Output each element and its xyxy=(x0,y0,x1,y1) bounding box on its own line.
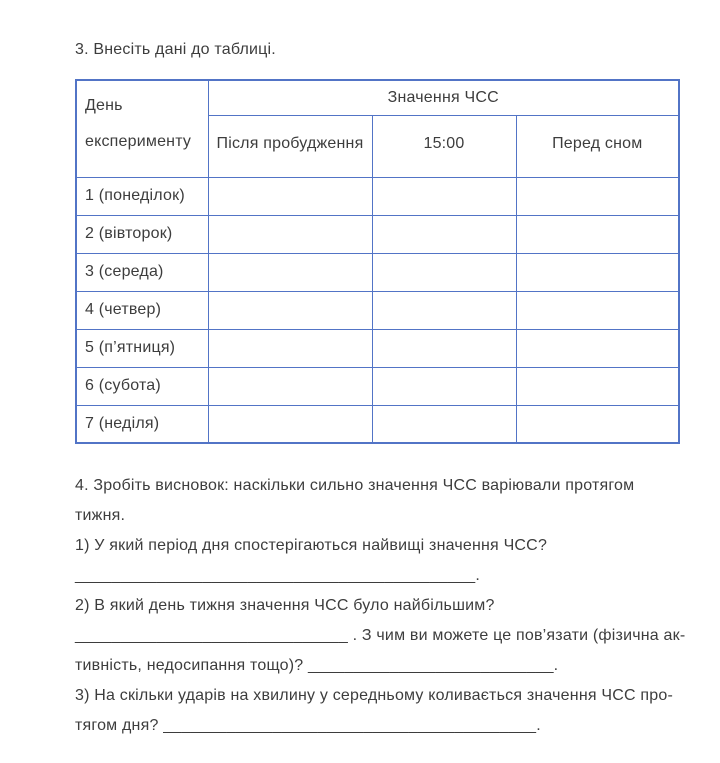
hr-value-cell xyxy=(372,405,516,443)
hr-value-cell xyxy=(516,367,679,405)
hr-value-cell xyxy=(516,405,679,443)
section4-conclusion xyxy=(75,471,686,741)
question-3-blank: тягом дня? _________________________________________. xyxy=(75,717,541,734)
table-row xyxy=(76,291,679,329)
table-row xyxy=(76,253,679,291)
corner-header-cell: День експерименту xyxy=(76,80,208,177)
hr-value-cell xyxy=(208,215,372,253)
hr-value-cell xyxy=(516,215,679,253)
hr-value-cell xyxy=(372,215,516,253)
hr-value-cell xyxy=(208,177,372,215)
question-2-blank-and-followup: ______________________________ . З чим ви можете це пов’язати (фізична ак- xyxy=(75,627,686,644)
hr-value-cell xyxy=(208,291,372,329)
table-row xyxy=(76,367,679,405)
hr-value-cell xyxy=(516,253,679,291)
hr-value-cell xyxy=(516,177,679,215)
column-header-after-waking: Після пробудження xyxy=(208,115,372,177)
day-label: 1 (понеділок) xyxy=(76,177,208,215)
column-header-before-sleep: Перед сном xyxy=(516,115,679,177)
column-header-1500: 15:00 xyxy=(372,115,516,177)
hr-value-cell xyxy=(208,367,372,405)
hr-value-cell xyxy=(372,367,516,405)
question-1: 1) У який період дня спостерігаються найвищі значення ЧСС? xyxy=(75,537,548,554)
hr-value-cell xyxy=(516,291,679,329)
hr-value-cell xyxy=(372,253,516,291)
day-label: 6 (субота) xyxy=(76,367,208,405)
section3-title: 3. Внесіть дані до таблиці. xyxy=(75,41,276,58)
day-label: 3 (середа) xyxy=(76,253,208,291)
conclusion-intro-line-2: тижня. xyxy=(75,507,126,524)
hr-value-cell xyxy=(208,405,372,443)
table-row xyxy=(76,405,679,443)
hr-values-table xyxy=(75,79,680,444)
day-label: 4 (четвер) xyxy=(76,291,208,329)
page-content xyxy=(75,38,686,741)
question-1-blank: ____________________________________________. xyxy=(75,567,480,584)
day-label: 5 (п’ятниця) xyxy=(76,329,208,367)
table-row xyxy=(76,329,679,367)
hr-value-cell xyxy=(516,329,679,367)
hr-value-cell xyxy=(372,291,516,329)
question-3: 3) На скільки ударів на хвилину у середньому коливається значення ЧСС про- xyxy=(75,687,673,704)
hr-value-cell xyxy=(372,177,516,215)
conclusion-intro-line-1: 4. Зробіть висновок: наскільки сильно значення ЧСС варіювали протягом xyxy=(75,477,635,494)
table-row xyxy=(76,215,679,253)
day-label: 2 (вівторок) xyxy=(76,215,208,253)
question-2: 2) В який день тижня значення ЧСС було найбільшим? xyxy=(75,597,495,614)
table-row xyxy=(76,177,679,215)
hr-value-cell xyxy=(208,253,372,291)
table-header-row-1 xyxy=(76,80,679,115)
question-2-followup-blank: тивність, недосипання тощо)? ___________________________. xyxy=(75,657,559,674)
hr-value-cell xyxy=(372,329,516,367)
group-header-cell: Значення ЧСС xyxy=(208,80,679,115)
day-label: 7 (неділя) xyxy=(76,405,208,443)
hr-value-cell xyxy=(208,329,372,367)
